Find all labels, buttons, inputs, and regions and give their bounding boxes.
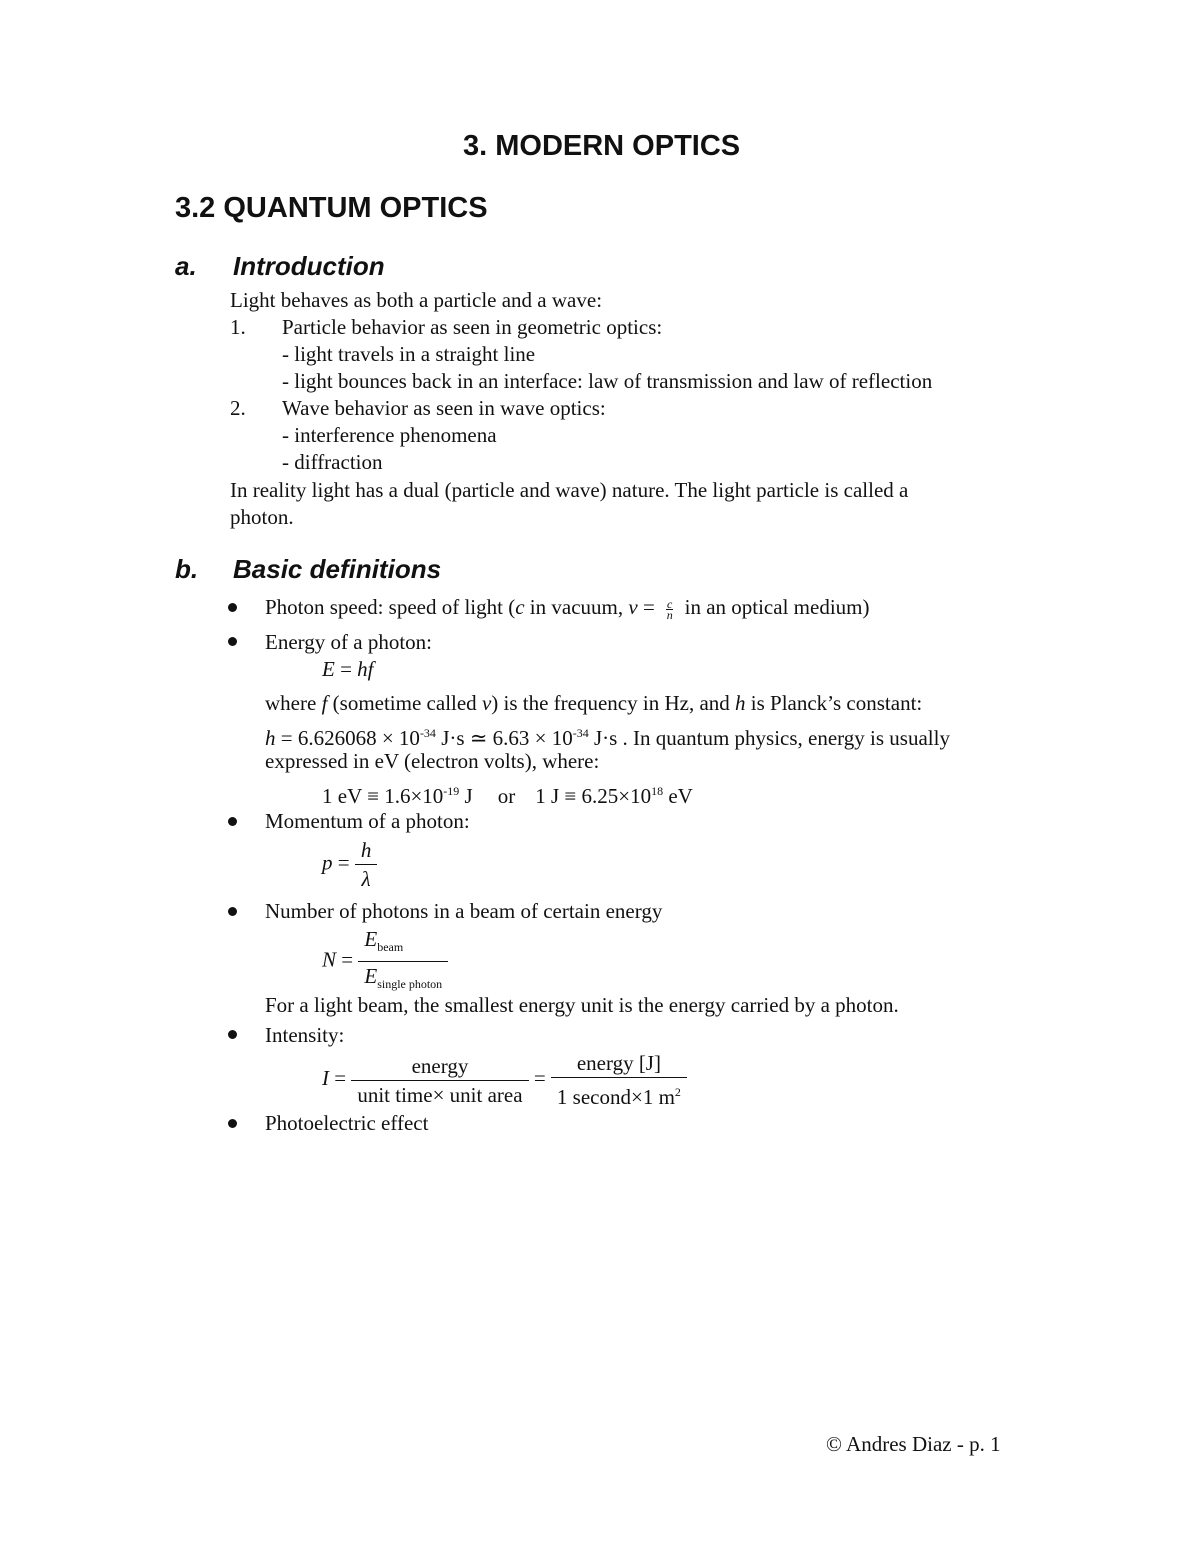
fraction-numerator: energy [J] xyxy=(551,1049,687,1078)
fraction-numerator: h xyxy=(355,836,378,865)
wave-item: - interference phenomena xyxy=(282,423,497,447)
exponent: -34 xyxy=(419,726,436,740)
text: 1 J ≡ 6.25×10 xyxy=(535,784,652,808)
section-title: 3.2 QUANTUM OPTICS xyxy=(175,192,488,224)
formula-lhs: E xyxy=(322,657,335,681)
exponent: 2 xyxy=(674,1085,681,1099)
formula-eq: = xyxy=(334,657,358,681)
list-text: Particle behavior as seen in geometric optics: xyxy=(282,315,663,339)
intensity-label: Intensity: xyxy=(265,1023,345,1047)
dual-nature-line: photon. xyxy=(230,505,294,529)
conversion-line xyxy=(322,778,693,810)
ev-line: expressed in eV (electron volts), where: xyxy=(265,749,600,773)
number-formula xyxy=(322,925,448,998)
text: 1 eV ≡ 1.6×10 xyxy=(322,784,444,808)
list-number: 2. xyxy=(230,396,246,420)
text: is Planck’s constant: xyxy=(745,691,923,715)
text: or xyxy=(497,784,516,808)
text: J·s ≃ 6.63 × 10 xyxy=(435,726,573,750)
formula-lhs: I xyxy=(322,1065,329,1090)
energy-formula xyxy=(322,656,374,683)
text: ) is the frequency in Hz, and xyxy=(491,691,736,715)
energy-where-line xyxy=(265,690,922,717)
bullet-icon xyxy=(228,1119,237,1128)
number-note: For a light beam, the smallest energy unit is the energy carried by a photon. xyxy=(265,993,899,1017)
particle-item: - light bounces back in an interface: law of transmission and law of reflection xyxy=(282,369,933,393)
text: (sometime called xyxy=(327,691,482,715)
symbol-f: f xyxy=(321,691,328,715)
fraction-denominator xyxy=(551,1078,687,1111)
formula-eq: = xyxy=(332,850,355,875)
subscript: single photon xyxy=(377,977,443,992)
subsection-a-heading xyxy=(175,251,385,282)
fraction-denominator: unit time× unit area xyxy=(357,1082,523,1107)
text: J·s . In quantum physics, energy is usually xyxy=(588,726,950,750)
formula-lhs: p xyxy=(322,850,333,875)
intensity-fraction-1 xyxy=(351,1052,528,1109)
exponent: -34 xyxy=(572,726,589,740)
speed-c: c xyxy=(515,595,525,619)
photoelectric-item: Photoelectric effect xyxy=(265,1111,429,1135)
subsection-b-heading xyxy=(175,554,441,585)
exponent: -19 xyxy=(443,784,460,798)
symbol-e: E xyxy=(364,964,378,989)
list-text: Wave behavior as seen in wave optics: xyxy=(282,396,606,420)
formula-lhs: N xyxy=(322,947,337,972)
fraction-numerator: energy xyxy=(351,1052,528,1081)
photon-speed-line xyxy=(265,594,869,621)
formula-eq: = xyxy=(528,1065,551,1090)
bullet-icon xyxy=(228,603,237,612)
text: J xyxy=(459,784,473,808)
page-footer: © Andres Diaz - p. 1 xyxy=(826,1432,1001,1456)
speed-v: v xyxy=(628,595,638,619)
speed-text: in an optical medium) xyxy=(679,595,870,619)
momentum-formula xyxy=(322,836,377,893)
formula-rhs: hf xyxy=(357,657,374,681)
exponent: 18 xyxy=(651,784,664,798)
fraction-numerator xyxy=(358,925,448,962)
energy-label: Energy of a photon: xyxy=(265,630,432,654)
momentum-fraction xyxy=(355,836,378,893)
fraction-denominator: n xyxy=(666,607,673,622)
speed-text: in vacuum, xyxy=(524,595,629,619)
symbol-e: E xyxy=(364,927,378,951)
wave-item: - diffraction xyxy=(282,450,383,474)
subscript: beam xyxy=(377,940,404,955)
speed-fraction xyxy=(666,596,673,622)
symbol-h: h xyxy=(265,726,276,750)
subsection-a-label: a. xyxy=(175,251,197,281)
fraction-numerator: c xyxy=(667,596,673,611)
chapter-title: 3. MODERN OPTICS xyxy=(463,130,741,162)
intensity-formula xyxy=(322,1049,687,1111)
number-label: Number of photons in a beam of certain energy xyxy=(265,899,663,923)
momentum-label: Momentum of a photon: xyxy=(265,809,470,833)
particle-item: - light travels in a straight line xyxy=(282,342,536,366)
denominator-text: 1 second×1 m xyxy=(556,1085,675,1109)
speed-eq: = xyxy=(637,595,661,619)
text: = 6.626068 × 10 xyxy=(275,726,420,750)
intensity-fraction-2 xyxy=(551,1049,687,1111)
text: where xyxy=(265,691,322,715)
list-item-2 xyxy=(230,395,606,422)
bullet-icon xyxy=(228,907,237,916)
bullet-icon xyxy=(228,817,237,826)
subsection-b-label: b. xyxy=(175,554,199,584)
intro-line: Light behaves as both a particle and a wave: xyxy=(230,288,603,312)
list-number: 1. xyxy=(230,315,246,339)
dual-nature-line: In reality light has a dual (particle and wave) nature. The light particle is called a xyxy=(230,478,909,502)
subsection-a-title: Introduction xyxy=(233,251,385,281)
text: eV xyxy=(663,784,693,808)
bullet-icon xyxy=(228,637,237,646)
speed-text: Photon speed: speed of light ( xyxy=(265,595,516,619)
fraction-denominator: λ xyxy=(361,867,371,891)
number-fraction xyxy=(358,925,448,998)
list-item-1 xyxy=(230,314,662,341)
subsection-b-title: Basic definitions xyxy=(233,554,442,584)
formula-eq: = xyxy=(336,947,359,972)
formula-eq: = xyxy=(329,1065,352,1090)
symbol-nu: ν xyxy=(481,691,492,715)
symbol-h: h xyxy=(735,691,746,715)
bullet-icon xyxy=(228,1030,237,1039)
